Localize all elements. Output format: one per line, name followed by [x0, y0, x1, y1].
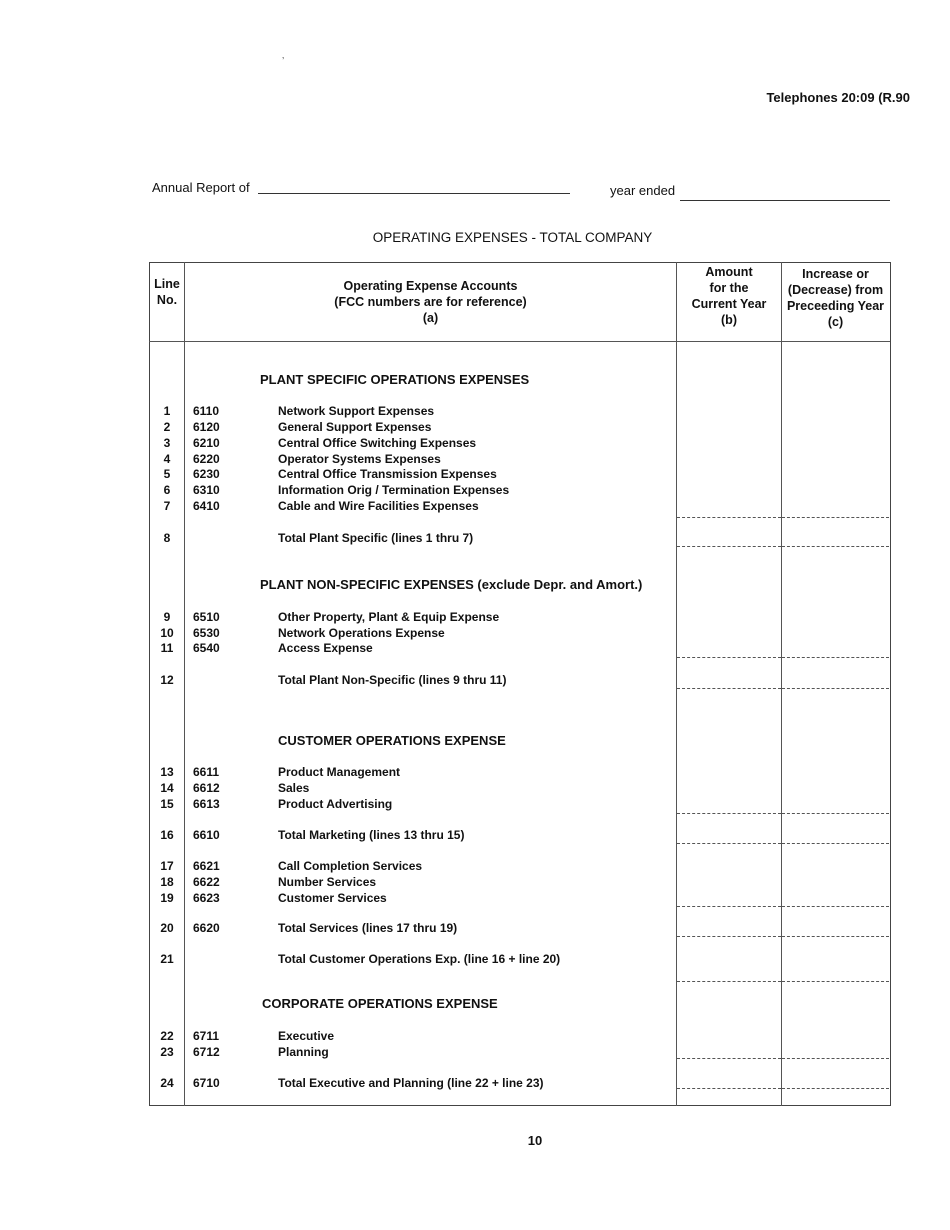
line-number: 18	[160, 875, 174, 889]
line-number: 23	[160, 1045, 174, 1059]
account-name: Total Plant Specific (lines 1 thru 7)	[278, 531, 474, 545]
total-rule	[677, 1058, 781, 1059]
col-divider	[676, 262, 677, 1106]
account-name: Total Customer Operations Exp. (line 16 + line 20)	[278, 952, 561, 966]
total-rule	[677, 936, 781, 937]
fcc-number: 6610	[193, 828, 220, 842]
total-rule	[677, 546, 781, 547]
account-name: Cable and Wire Facilities Expenses	[278, 499, 479, 513]
fcc-number: 6613	[193, 797, 220, 811]
account-name: Network Support Expenses	[278, 404, 435, 418]
account-name: Central Office Switching Expenses	[278, 436, 477, 450]
line-number: 5	[163, 467, 171, 481]
col-header-amount: Amount for the Current Year (b)	[691, 265, 767, 327]
account-name: General Support Expenses	[278, 420, 432, 434]
section-plant-non-specific: PLANT NON-SPECIFIC EXPENSES (exclude Depr. and Amort.)	[260, 577, 643, 592]
total-rule	[782, 981, 889, 982]
fcc-number: 6712	[193, 1045, 220, 1059]
line-number: 7	[163, 499, 171, 513]
fcc-number: 6510	[193, 610, 220, 624]
line-number: 13	[160, 765, 174, 779]
account-name: Total Services (lines 17 thru 19)	[278, 921, 458, 935]
section-customer-ops: CUSTOMER OPERATIONS EXPENSE	[278, 733, 506, 748]
total-rule	[677, 981, 781, 982]
account-name: Product Management	[278, 765, 401, 779]
account-name: Network Operations Expense	[278, 626, 445, 640]
expense-table	[149, 262, 891, 1106]
line-number: 16	[160, 828, 174, 842]
line-number: 3	[163, 436, 171, 450]
account-name: Executive	[278, 1029, 335, 1043]
fcc-number: 6623	[193, 891, 220, 905]
section-plant-specific: PLANT SPECIFIC OPERATIONS EXPENSES	[260, 372, 530, 387]
total-rule	[782, 1058, 889, 1059]
line-number: 12	[160, 673, 174, 687]
line-number: 15	[160, 797, 174, 811]
line-number: 14	[160, 781, 174, 795]
total-rule	[677, 657, 781, 658]
account-name: Central Office Transmission Expenses	[278, 467, 497, 481]
total-rule	[677, 517, 781, 518]
total-rule	[782, 936, 889, 937]
annual-report-field[interactable]	[258, 193, 570, 194]
fcc-number: 6540	[193, 641, 220, 655]
total-rule	[782, 1088, 889, 1089]
fcc-number: 6220	[193, 452, 220, 466]
fcc-number: 6620	[193, 921, 220, 935]
account-name: Total Executive and Planning (line 22 + line 23)	[278, 1076, 544, 1090]
col-header-line-no: Line No.	[154, 277, 180, 307]
total-rule	[782, 657, 889, 658]
line-number: 19	[160, 891, 174, 905]
account-name: Planning	[278, 1045, 329, 1059]
fcc-number: 6310	[193, 483, 220, 497]
line-number: 1	[163, 404, 171, 418]
account-name: Sales	[278, 781, 310, 795]
fcc-number: 6210	[193, 436, 220, 450]
col-header-change: Increase or (Decrease) from Preceeding Year (c)	[786, 267, 885, 329]
header-divider	[149, 341, 890, 342]
account-name: Total Plant Non-Specific (lines 9 thru 11)	[278, 673, 507, 687]
fcc-number: 6120	[193, 420, 220, 434]
total-rule	[677, 843, 781, 844]
line-number: 22	[160, 1029, 174, 1043]
line-number: 6	[163, 483, 171, 497]
fcc-number: 6621	[193, 859, 220, 873]
account-name: Information Orig / Termination Expenses	[278, 483, 510, 497]
account-name: Call Completion Services	[278, 859, 423, 873]
line-number: 11	[160, 641, 174, 655]
total-rule	[782, 906, 889, 907]
total-rule	[677, 688, 781, 689]
line-number: 24	[160, 1076, 174, 1090]
account-name: Total Marketing (lines 13 thru 15)	[278, 828, 465, 842]
stray-mark: ’	[282, 56, 285, 67]
fcc-number: 6710	[193, 1076, 220, 1090]
page-title: OPERATING EXPENSES - TOTAL COMPANY	[372, 230, 653, 245]
fcc-number: 6711	[193, 1029, 220, 1043]
line-number: 4	[163, 452, 171, 466]
account-name: Operator Systems Expenses	[278, 452, 441, 466]
fcc-number: 6230	[193, 467, 220, 481]
line-number: 20	[160, 921, 174, 935]
line-number: 17	[160, 859, 174, 873]
total-rule	[782, 517, 889, 518]
col-header-accounts: Operating Expense Accounts (FCC numbers are for reference) (a)	[334, 279, 527, 325]
fcc-number: 6612	[193, 781, 220, 795]
total-rule	[677, 813, 781, 814]
account-name: Customer Services	[278, 891, 387, 905]
line-number: 8	[163, 531, 171, 545]
total-rule	[782, 688, 889, 689]
line-number: 21	[160, 952, 174, 966]
total-rule	[782, 813, 889, 814]
page-number: 10	[527, 1133, 543, 1148]
col-divider	[781, 262, 782, 1106]
account-name: Number Services	[278, 875, 377, 889]
account-name: Product Advertising	[278, 797, 393, 811]
total-rule	[782, 843, 889, 844]
fcc-number: 6611	[193, 765, 220, 779]
fcc-number: 6410	[193, 499, 220, 513]
annual-report-label: Annual Report of	[152, 180, 250, 195]
fcc-number: 6110	[193, 404, 220, 418]
section-corporate-ops: CORPORATE OPERATIONS EXPENSE	[262, 996, 498, 1011]
year-ended-label: year ended	[610, 183, 676, 198]
account-name: Access Expense	[278, 641, 373, 655]
total-rule	[782, 546, 889, 547]
account-name: Other Property, Plant & Equip Expense	[278, 610, 500, 624]
year-ended-field[interactable]	[680, 200, 890, 201]
total-rule	[677, 1088, 781, 1089]
line-number: 2	[163, 420, 171, 434]
fcc-number: 6622	[193, 875, 220, 889]
line-number: 10	[160, 626, 174, 640]
form-code: Telephones 20:09 (R.90	[766, 90, 910, 105]
line-number: 9	[163, 610, 171, 624]
total-rule	[677, 906, 781, 907]
fcc-number: 6530	[193, 626, 220, 640]
